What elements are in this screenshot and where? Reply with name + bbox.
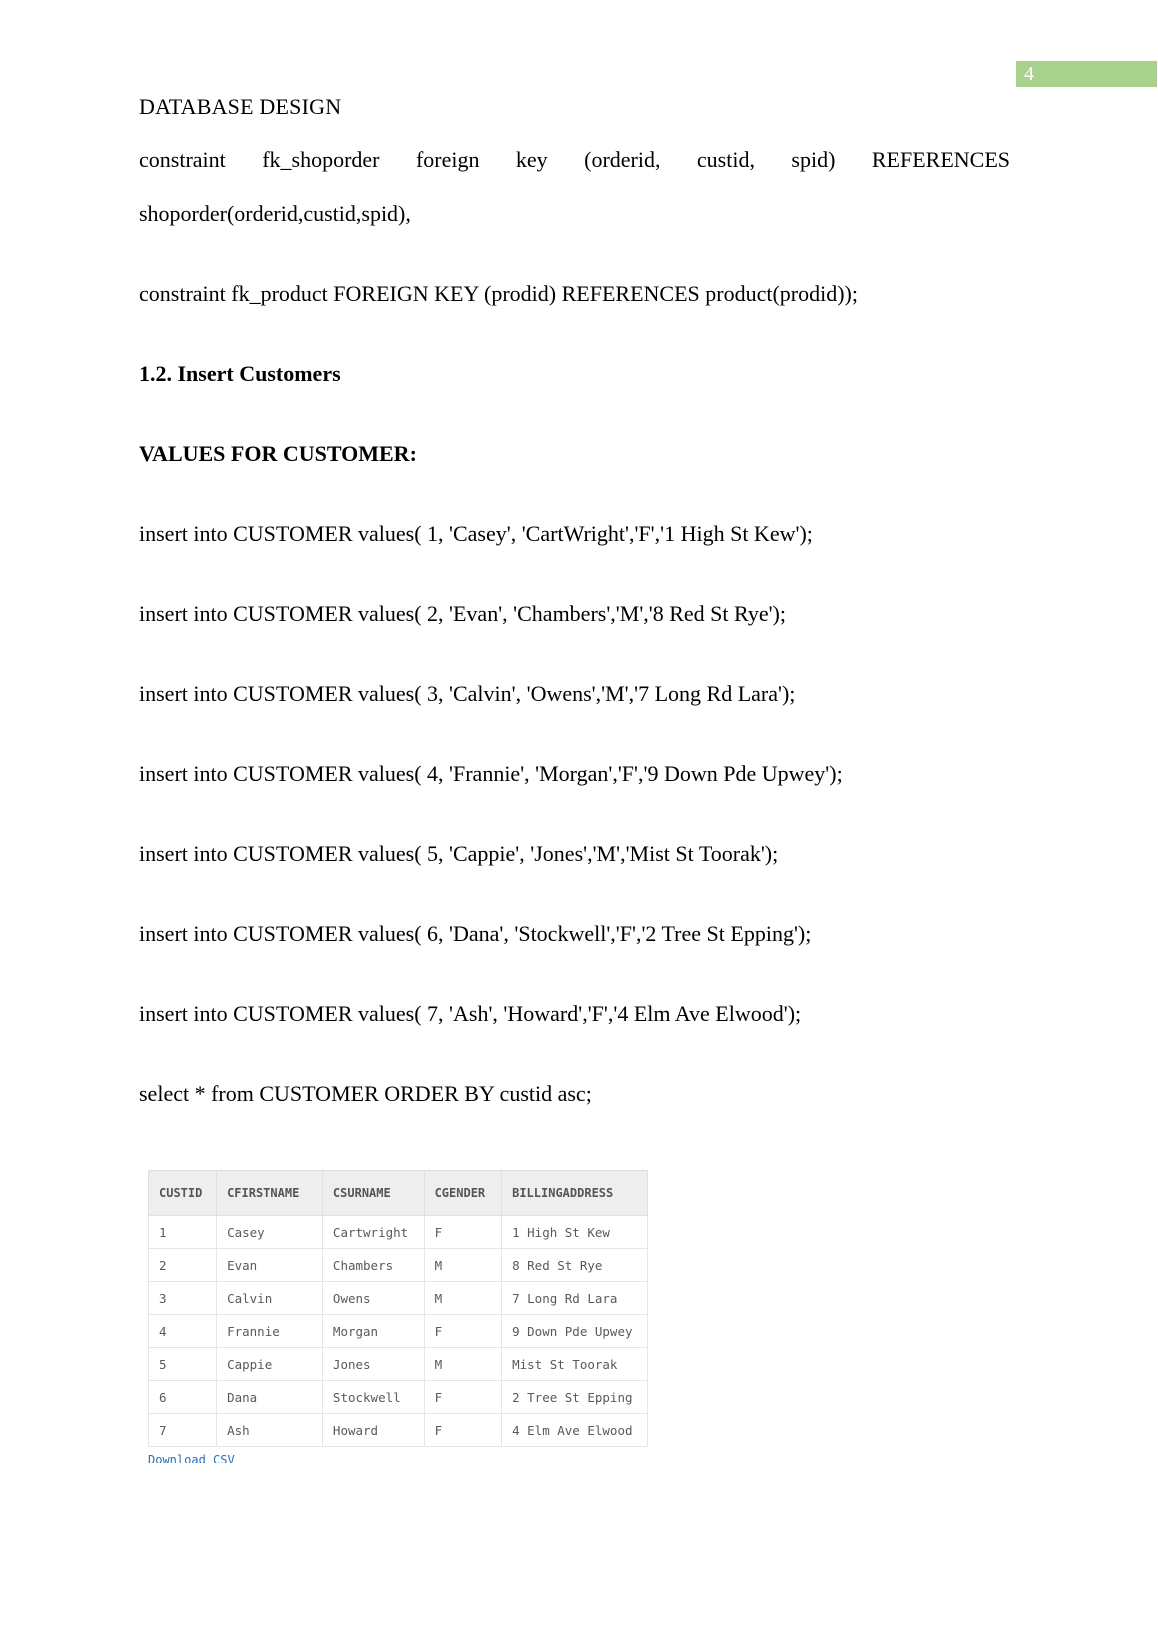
- column-header: BILLINGADDRESS: [502, 1171, 648, 1216]
- table-row: [149, 1249, 648, 1282]
- select-statement: select * from CUSTOMER ORDER BY custid asc;: [139, 1081, 592, 1106]
- table-cell: 5: [149, 1348, 217, 1381]
- download-csv-link[interactable]: Download CSV: [148, 1453, 235, 1463]
- table-cell: F: [424, 1381, 502, 1414]
- table-cell: Chambers: [322, 1249, 424, 1282]
- table-row: [149, 1216, 648, 1249]
- constraint-word: foreign: [415, 147, 480, 172]
- table-cell: F: [424, 1315, 502, 1348]
- column-header: CGENDER: [424, 1171, 502, 1216]
- table-cell: Owens: [322, 1282, 424, 1315]
- constraint-word: REFERENCES: [871, 147, 1010, 172]
- table-row: [149, 1315, 648, 1348]
- table-cell: F: [424, 1414, 502, 1447]
- constraint-word: (orderid,: [584, 147, 661, 172]
- table-cell: Howard: [322, 1414, 424, 1447]
- table-cell: 1: [149, 1216, 217, 1249]
- table-cell: Evan: [217, 1249, 323, 1282]
- table-cell: Mist St Toorak: [502, 1348, 648, 1381]
- table-cell: 3: [149, 1282, 217, 1315]
- insert-statement: insert into CUSTOMER values( 2, 'Evan', 'Chambers','M','8 Red St Rye');: [139, 601, 786, 626]
- insert-statement: insert into CUSTOMER values( 7, 'Ash', 'Howard','F','4 Elm Ave Elwood');: [139, 1001, 802, 1026]
- insert-statement: insert into CUSTOMER values( 6, 'Dana', 'Stockwell','F','2 Tree St Epping');: [139, 921, 812, 946]
- table-cell: 7: [149, 1414, 217, 1447]
- constraint-word: spid): [791, 147, 836, 172]
- table-cell: 9 Down Pde Upwey: [502, 1315, 648, 1348]
- table-cell: M: [424, 1348, 502, 1381]
- table-cell: 2 Tree St Epping: [502, 1381, 648, 1414]
- table-cell: Dana: [217, 1381, 323, 1414]
- table-row: [149, 1414, 648, 1447]
- query-result: [148, 1170, 648, 1463]
- constraint-word: key: [515, 147, 548, 172]
- result-table: [148, 1170, 648, 1447]
- table-cell: Frannie: [217, 1315, 323, 1348]
- insert-statement: insert into CUSTOMER values( 4, 'Frannie', 'Morgan','F','9 Down Pde Upwey');: [139, 761, 843, 786]
- table-cell: M: [424, 1282, 502, 1315]
- table-cell: 4 Elm Ave Elwood: [502, 1414, 648, 1447]
- column-header: CFIRSTNAME: [217, 1171, 323, 1216]
- column-header: CUSTID: [149, 1171, 217, 1216]
- constraint-word: constraint: [139, 147, 226, 172]
- constraint-line-2: shoporder(orderid,custid,spid),: [139, 201, 411, 226]
- table-cell: Morgan: [322, 1315, 424, 1348]
- insert-statement: insert into CUSTOMER values( 3, 'Calvin', 'Owens','M','7 Long Rd Lara');: [139, 681, 796, 706]
- running-head: DATABASE DESIGN: [139, 94, 342, 119]
- table-row: [149, 1348, 648, 1381]
- table-cell: 8 Red St Rye: [502, 1249, 648, 1282]
- table-cell: 1 High St Kew: [502, 1216, 648, 1249]
- table-cell: Casey: [217, 1216, 323, 1249]
- table-cell: Cappie: [217, 1348, 323, 1381]
- table-header-row: [149, 1171, 648, 1216]
- constraint-word: custid,: [696, 147, 755, 172]
- table-row: [149, 1282, 648, 1315]
- table-cell: F: [424, 1216, 502, 1249]
- table-row: [149, 1381, 648, 1414]
- table-cell: 7 Long Rd Lara: [502, 1282, 648, 1315]
- insert-statement: insert into CUSTOMER values( 1, 'Casey', 'CartWright','F','1 High St Kew');: [139, 521, 813, 546]
- table-cell: 2: [149, 1249, 217, 1282]
- table-cell: Calvin: [217, 1282, 323, 1315]
- page-number: 4: [1016, 61, 1157, 87]
- constraint-line-3: constraint fk_product FOREIGN KEY (prodid) REFERENCES product(prodid));: [139, 281, 858, 306]
- constraint-line-1: [139, 147, 1010, 173]
- insert-statement: insert into CUSTOMER values( 5, 'Cappie', 'Jones','M','Mist St Toorak');: [139, 841, 779, 866]
- table-cell: Ash: [217, 1414, 323, 1447]
- table-cell: 6: [149, 1381, 217, 1414]
- column-header: CSURNAME: [322, 1171, 424, 1216]
- table-cell: 4: [149, 1315, 217, 1348]
- table-cell: Stockwell: [322, 1381, 424, 1414]
- values-heading: VALUES FOR CUSTOMER:: [139, 441, 417, 466]
- table-cell: Jones: [322, 1348, 424, 1381]
- table-cell: M: [424, 1249, 502, 1282]
- constraint-word: fk_shoporder: [262, 147, 380, 172]
- table-cell: Cartwright: [322, 1216, 424, 1249]
- section-heading: 1.2. Insert Customers: [139, 361, 341, 386]
